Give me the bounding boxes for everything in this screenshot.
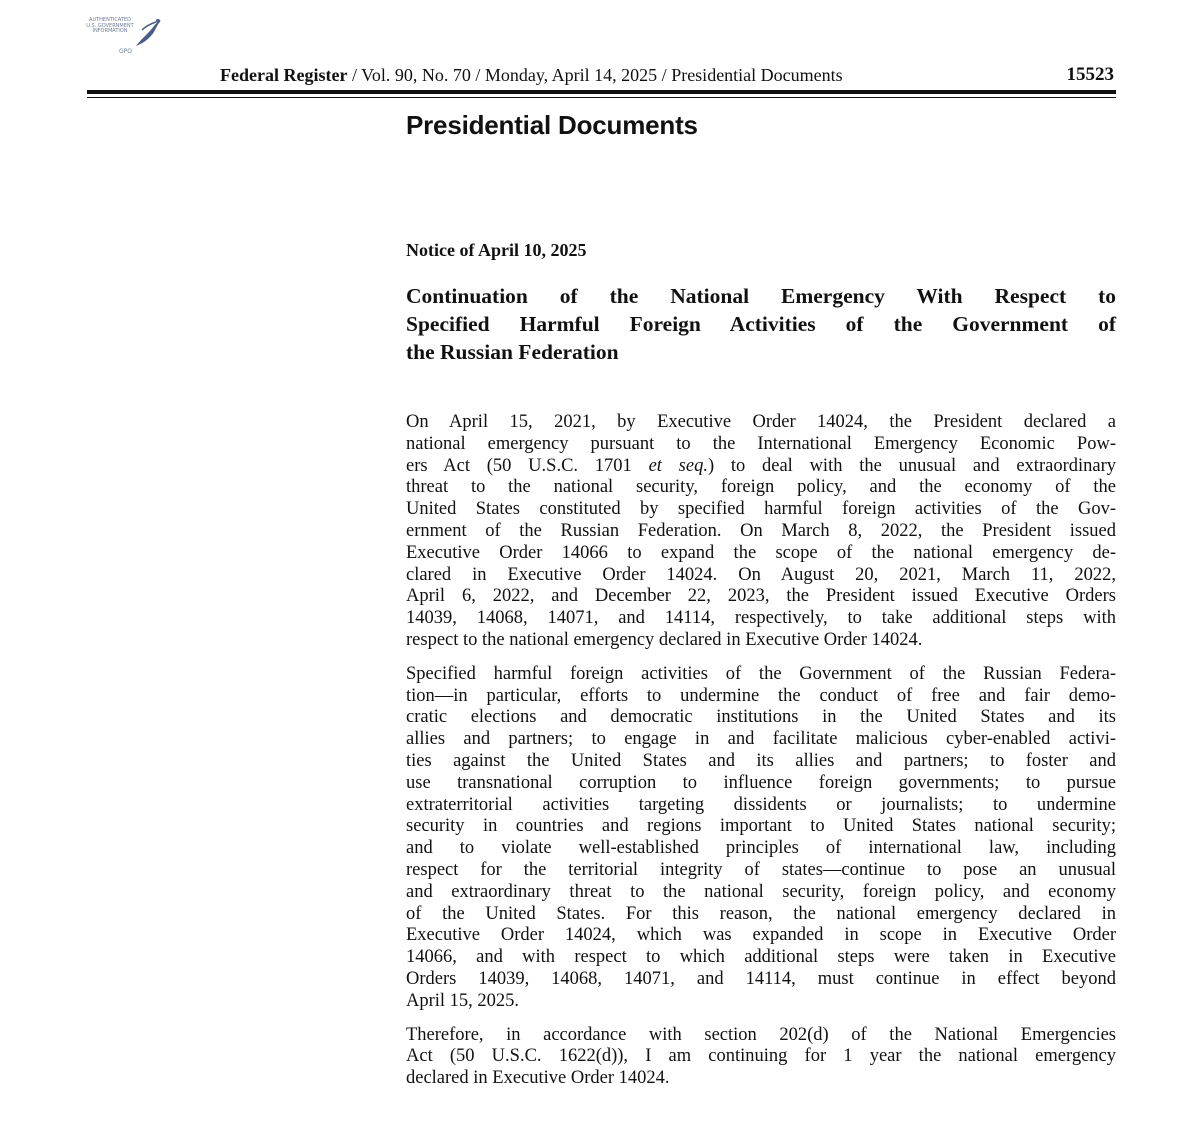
text-line: clared in Executive Order 14024. On August 20, 2021, March 11, 2022,	[406, 564, 1116, 585]
header-separator: /	[657, 65, 672, 85]
header-rule-thick	[87, 90, 1116, 94]
text-line: April 15, 2025.	[406, 990, 520, 1011]
text-line: of the United States. For this reason, the national emergency declared in	[406, 903, 1116, 924]
text-line: respect to the national emergency declared in Executive Order 14024.	[406, 629, 923, 650]
document-category: Presidential Documents	[671, 65, 843, 85]
running-header	[220, 64, 1116, 86]
text-line: 14039, 14068, 14071, and 14114, respectively, to take additional steps with	[406, 608, 1116, 629]
text-line: national emergency pursuant to the International Emergency Economic Pow-	[406, 433, 1116, 454]
volume-issue: Vol. 90, No. 70	[361, 65, 471, 85]
title-line: Specified Harmful Foreign Activities of the Government of	[406, 312, 1116, 336]
paragraph-1	[406, 412, 1116, 652]
text-line: security in countries and regions important to United States national security;	[406, 816, 1116, 837]
text-line: cratic elections and democratic institutions in the United States and its	[406, 707, 1116, 728]
text-line: ers Act (50 U.S.C. 1701 et seq.) to deal with the unusual and extraordinary	[406, 455, 1116, 476]
text-line: allies and partners; to engage in and facilitate malicious cyber-enabled activi-	[406, 729, 1116, 750]
paragraph-3	[406, 1025, 1116, 1090]
text-line: tion—in particular, efforts to undermine the conduct of free and fair demo-	[406, 685, 1116, 706]
notice-date: Notice of April 10, 2025	[406, 240, 587, 260]
paragraph-2	[406, 664, 1116, 1013]
text-line: Therefore, in accordance with section 202(d) of the National Emergencies	[406, 1024, 1116, 1045]
title-line: the Russian Federation	[406, 340, 619, 364]
logo-text: AUTHENTICATED U.S. GOVERNMENT INFORMATION	[86, 17, 134, 34]
text-line: respect for the territorial integrity of states—continue to pose an unusual	[406, 859, 1116, 880]
text-line: Specified harmful foreign activities of the Government of the Russian Federa-	[406, 663, 1116, 684]
text-line: Act (50 U.S.C. 1622(d)), I am continuing for 1 year the national emergency	[406, 1046, 1116, 1067]
text-line: April 6, 2022, and December 22, 2023, the President issued Executive Orders	[406, 586, 1116, 607]
title-line: Continuation of the National Emergency With Respect to	[406, 284, 1116, 308]
header-rule-thin	[87, 97, 1116, 98]
text-line: Orders 14039, 14068, 14071, and 14114, must continue in effect beyond	[406, 968, 1116, 989]
text-line: ties against the United States and its allies and partners; to foster and	[406, 750, 1116, 771]
text-line: threat to the national security, foreign policy, and the economy of the	[406, 477, 1116, 498]
publication-name: Federal Register	[220, 65, 348, 85]
text-line: Executive Order 14066 to expand the scope of the national emergency de-	[406, 542, 1116, 563]
text-line: 14066, and with respect to which additional steps were taken in Executive	[406, 947, 1116, 968]
text-line: use transnational corruption to influence foreign governments; to pursue	[406, 772, 1116, 793]
logo-gpo-text: GPO	[119, 48, 132, 55]
page-number: 15523	[1066, 64, 1114, 85]
text-line: ernment of the Russian Federation. On March 8, 2022, the President issued	[406, 520, 1116, 541]
text-line: United States constituted by specified harmful foreign activities of the Gov-	[406, 499, 1116, 520]
text-line: and to violate well-established principles of international law, including	[406, 838, 1116, 859]
text-line: declared in Executive Order 14024.	[406, 1068, 670, 1089]
header-separator: /	[470, 65, 485, 85]
gpo-authentication-logo	[80, 14, 170, 62]
eagle-logo-icon	[132, 16, 162, 52]
document-title	[406, 282, 1116, 366]
document-body	[406, 412, 1116, 1102]
text-line: and extraordinary threat to the national security, foreign policy, and economy	[406, 881, 1116, 902]
text-line: Executive Order 14024, which was expanded in scope in Executive Order	[406, 925, 1116, 946]
issue-date: Monday, April 14, 2025	[484, 65, 658, 85]
section-title: Presidential Documents	[406, 110, 698, 140]
text-line: On April 15, 2021, by Executive Order 14024, the President declared a	[406, 412, 1116, 432]
header-separator: /	[347, 65, 362, 85]
text-line: extraterritorial activities targeting dissidents or journalists; to undermine	[406, 794, 1116, 815]
